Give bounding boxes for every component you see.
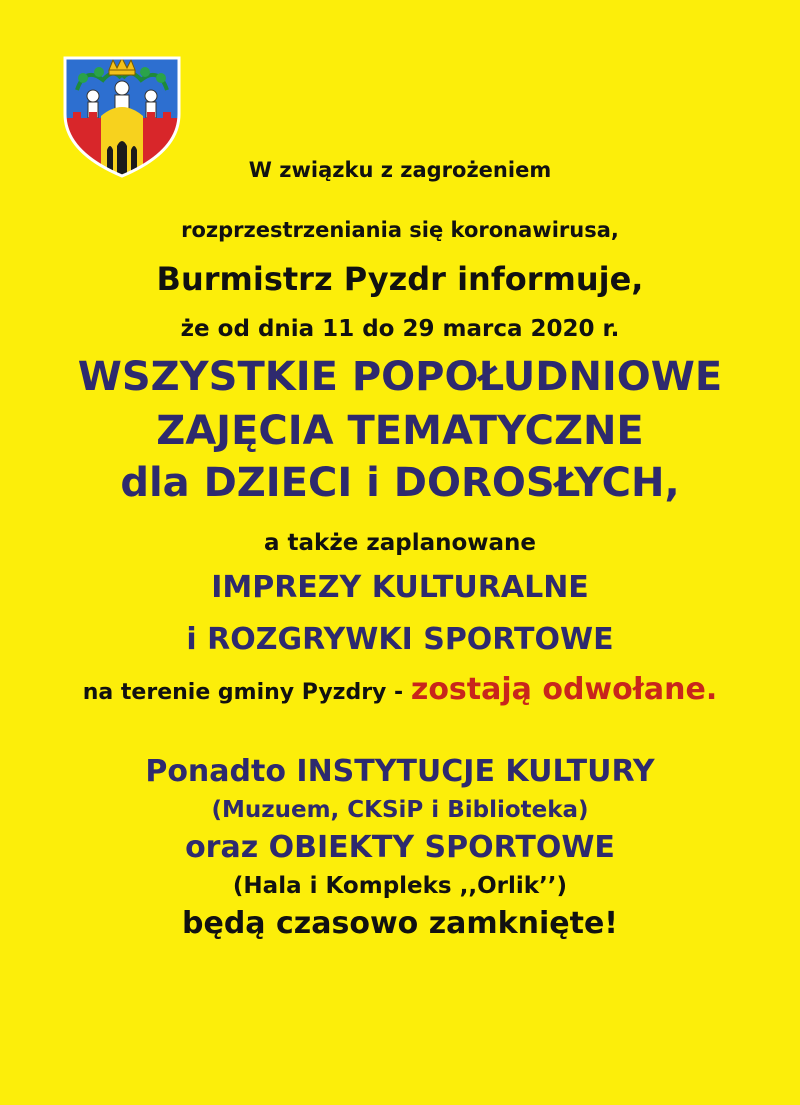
events-line-1: IMPREZY KULTURALNE [211,570,589,605]
headline-line-1: WSZYSTKIE POPOŁUDNIOWE [77,354,723,400]
notice-date-line: że od dnia 11 do 29 marca 2020 r. [180,316,620,342]
sports-name: OBIEKTY SPORTOWE [268,830,615,865]
notice-reason-line: rozprzestrzeniania się koronawirusa, [181,218,619,242]
planned-line: a także zaplanowane [263,530,537,556]
notice-intro-line: W związku z zagrożeniem [248,158,552,182]
sports-line [0,830,800,865]
cancellation-line [0,672,800,707]
institutions-name: INSTYTUCJE KULTURY [296,754,655,789]
institutions-detail: (Muzuem, CKSiP i Biblioteka) [211,797,589,823]
notice-announcer-line: Burmistrz Pyzdr informuje, [156,260,644,298]
cancelled-notice: zostają odwołane. [410,672,718,707]
headline-line-3: dla DZIECI i DOROSŁYCH, [120,460,680,506]
headline-line-2: ZAJĘCIA TEMATYCZNE [156,408,644,454]
closure-final-line: będą czasowo zamknięte! [182,906,618,941]
area-prefix: na terenie gminy Pyzdry - [82,680,411,705]
institutions-line [0,754,800,789]
sports-prefix: oraz [185,830,269,865]
events-line-2: i ROZGRYWKI SPORTOWE [186,622,614,657]
institutions-prefix: Ponadto [145,754,297,789]
sports-detail: (Hala i Kompleks ,,Orlik’’) [232,873,568,899]
